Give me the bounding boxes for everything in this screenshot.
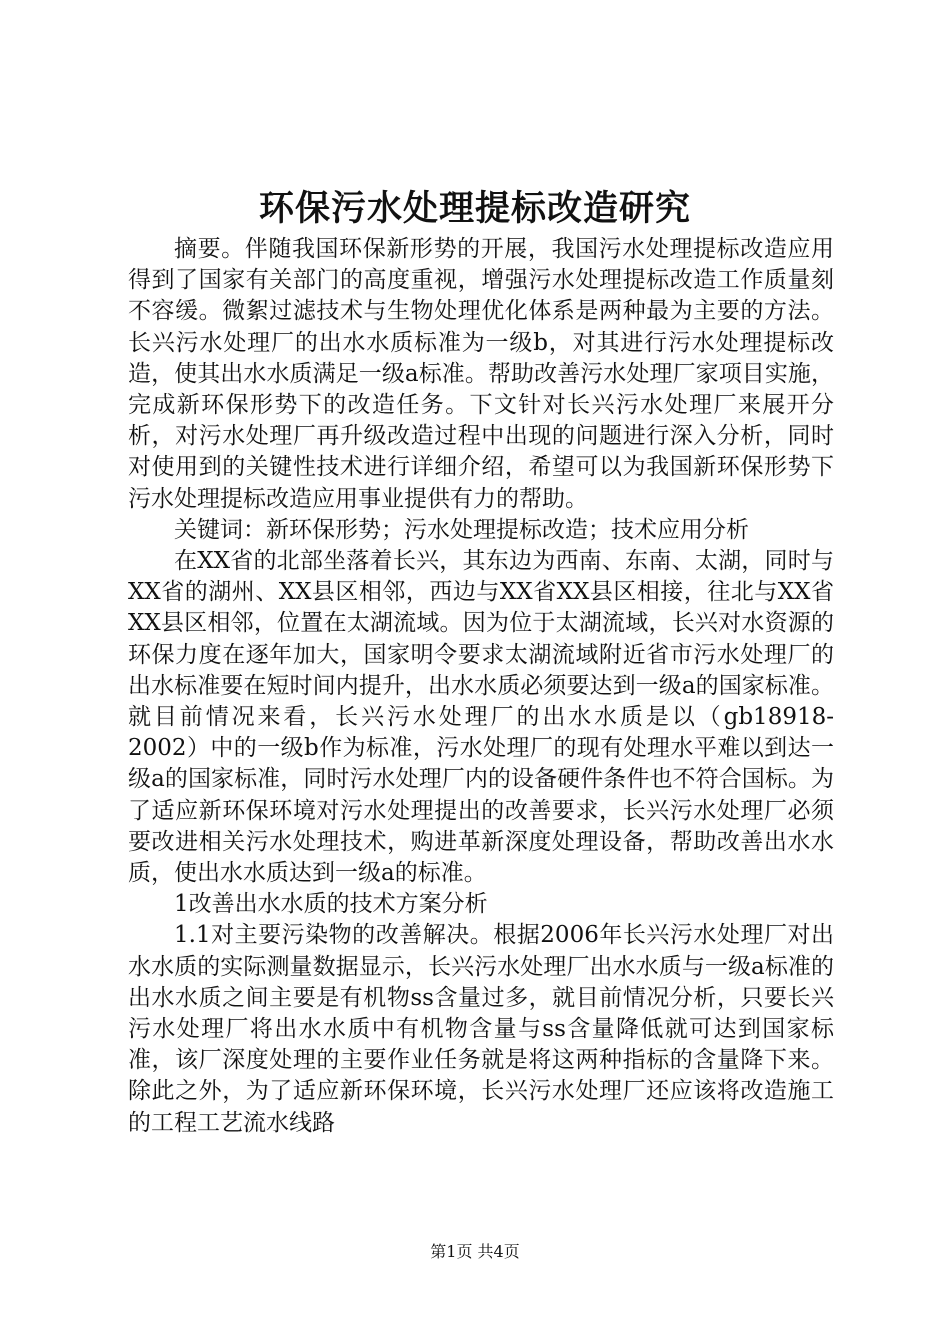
abstract-paragraph: 摘要。伴随我国环保新形势的开展，我国污水处理提标改造应用得到了国家有关部门的高度重视，增强污水处理提标改造工作质量刻不容缓。微絮过滤技术与生物处理优化体系是两种最为主要的方法。长兴污水处理厂的出水水质标准为一级b，对其进行污水处理提标改造，使其出水水质满足一级a标准。帮助改善污水处理厂家项目实施，完成新环保形势下的改造任务。下文针对长兴污水处理厂来展开分析，对污水处理厂再升级改造过程中出现的问题进行深入分析，同时对使用到的关键性技术进行详细介绍，希望可以为我国新环保形势下污水处理提标改造应用事业提供有力的帮助。	[128, 236, 834, 512]
keywords-paragraph: 关键词：新环保形势；污水处理提标改造；技术应用分析	[174, 516, 749, 543]
document-title: 环保污水处理提标改造研究	[258, 188, 691, 229]
section-heading: 1改善出水水质的技术方案分析	[174, 891, 488, 918]
intro-paragraph: 在XX省的北部坐落着长兴，其东边为西南、东南、太湖，同时与XX省的湖州、XX县区相邻，西边与XX省XX县区相接，往北与XX省XX县区相邻，位置在太湖流域。因为位于太湖流域，长兴对水资源的环保力度在逐年加大，国家明令要求太湖流域附近省市污水处理厂的出水标准要在短时间内提升，出水水质必须要达到一级a的国家标准。就目前情况来看，长兴污水处理厂的出水水质是以（gb18918-2002）中的一级b作为标准，污水处理厂的现有处理水平难以到达一级a的国家标准，同时污水处理厂内的设备硬件条件也不符合国标。为了适应新环保环境对污水处理提出的改善要求，长兴污水处理厂必须要改进相关污水处理技术，购进革新深度处理设备，帮助改善出水水质，使出水水质达到一级a的标准。	[128, 548, 834, 887]
section-paragraph: 1.1对主要污染物的改善解决。根据2006年长兴污水处理厂对出水水质的实际测量数据显示，长兴污水处理厂出水水质与一级a标准的出水水质之间主要是有机物ss含量过多，就目前情况分析，只要长兴污水处理厂将出水水质中有机物含量与ss含量降低就可达到国家标准，该厂深度处理的主要作业任务就是将这两种指标的含量降下来。除此之外，为了适应新环保环境，长兴污水处理厂还应该将改造施工的工程工艺流水线路	[128, 922, 834, 1136]
document-body	[128, 234, 834, 1139]
page-footer: 第1页 共4页	[430, 1242, 520, 1261]
